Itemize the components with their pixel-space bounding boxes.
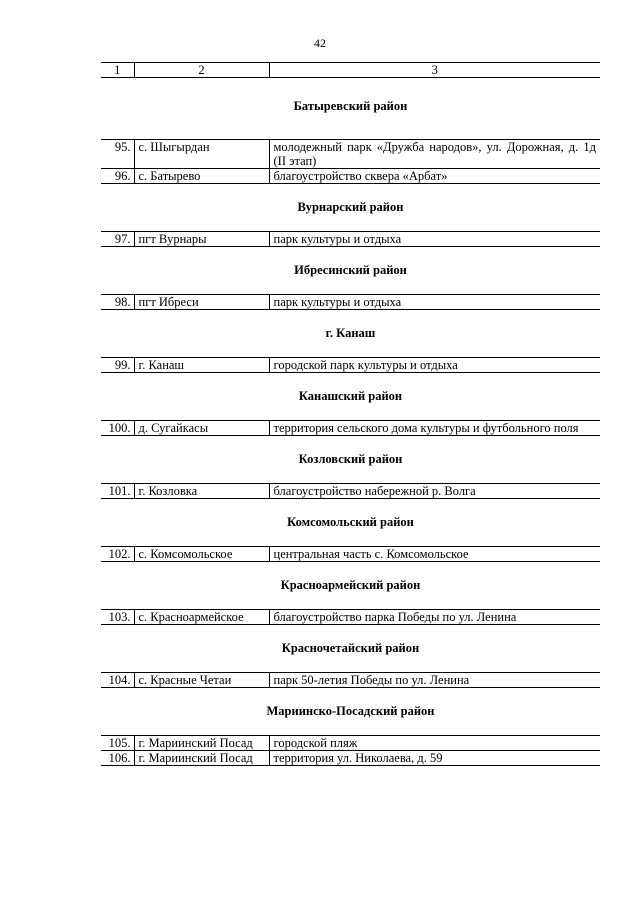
table-row: [101, 484, 600, 499]
section-heading-row: [101, 373, 600, 421]
row-number: 102.: [101, 547, 134, 562]
section-heading-row: [101, 184, 600, 232]
row-number: 96.: [101, 169, 134, 184]
object-description-cell: территория сельского дома культуры и футбольного поля: [269, 421, 600, 436]
object-description-cell: городской пляж: [269, 736, 600, 751]
object-description-cell: благоустройство сквера «Арбат»: [269, 169, 600, 184]
table-row: [101, 751, 600, 766]
section-heading-row: [101, 247, 600, 295]
object-description-cell: молодежный парк «Дружба народов», ул. Дорожная, д. 1д (II этап): [269, 140, 600, 169]
row-number: 98.: [101, 295, 134, 310]
district-heading: Красноармейский район: [280, 578, 421, 592]
improvement-sites-table: [101, 62, 600, 766]
row-number: 105.: [101, 736, 134, 751]
column-header-number: 1: [101, 63, 134, 78]
district-heading: Вурнарский район: [297, 200, 404, 214]
locality-cell: д. Сугайкасы: [134, 421, 269, 436]
page-number: 42: [314, 36, 326, 50]
column-header-locality: 2: [134, 63, 269, 78]
locality-cell: пгт Вурнары: [134, 232, 269, 247]
district-heading: г. Канаш: [325, 326, 376, 340]
table-row: [101, 610, 600, 625]
object-description-cell: парк 50-летия Победы по ул. Ленина: [269, 673, 600, 688]
section-heading-row: [101, 78, 600, 140]
locality-cell: г. Мариинский Посад: [134, 751, 269, 766]
row-number: 97.: [101, 232, 134, 247]
object-description-cell: территория ул. Николаева, д. 59: [269, 751, 600, 766]
table-header-row: [101, 63, 600, 78]
locality-cell: г. Мариинский Посад: [134, 736, 269, 751]
table-row: [101, 140, 600, 169]
object-description-cell: благоустройство набережной р. Волга: [269, 484, 600, 499]
object-description-cell: городской парк культуры и отдыха: [269, 358, 600, 373]
district-heading: Мариинско-Посадский район: [266, 704, 435, 718]
table-row: [101, 232, 600, 247]
section-heading-row: [101, 688, 600, 736]
locality-cell: с. Комсомольское: [134, 547, 269, 562]
district-heading: Комсомольский район: [287, 515, 414, 529]
object-description-cell: центральная часть с. Комсомольское: [269, 547, 600, 562]
table-row: [101, 295, 600, 310]
table-row: [101, 673, 600, 688]
column-header-object: 3: [269, 63, 600, 78]
locality-cell: с. Батырево: [134, 169, 269, 184]
table-row: [101, 736, 600, 751]
district-heading: Козловский район: [298, 452, 403, 466]
district-heading: Канашский район: [298, 389, 403, 403]
locality-cell: пгт Ибреси: [134, 295, 269, 310]
row-number: 103.: [101, 610, 134, 625]
table-row: [101, 547, 600, 562]
section-heading-row: [101, 625, 600, 673]
row-number: 100.: [101, 421, 134, 436]
object-description-cell: парк культуры и отдыха: [269, 295, 600, 310]
row-number: 106.: [101, 751, 134, 766]
locality-cell: с. Красноармейское: [134, 610, 269, 625]
district-heading: Ибресинский район: [294, 263, 407, 277]
object-description-cell: парк культуры и отдыха: [269, 232, 600, 247]
locality-cell: с. Красные Четаи: [134, 673, 269, 688]
section-heading-row: [101, 562, 600, 610]
section-heading-row: [101, 436, 600, 484]
locality-cell: г. Канаш: [134, 358, 269, 373]
table-row: [101, 421, 600, 436]
table-row: [101, 358, 600, 373]
section-heading-row: [101, 499, 600, 547]
row-number: 99.: [101, 358, 134, 373]
row-number: 104.: [101, 673, 134, 688]
section-heading-row: [101, 310, 600, 358]
locality-cell: г. Козловка: [134, 484, 269, 499]
locality-cell: с. Шыгырдан: [134, 140, 269, 169]
row-number: 101.: [101, 484, 134, 499]
district-heading: Красночетайский район: [281, 641, 420, 655]
district-heading: Батыревский район: [293, 99, 408, 113]
table-row: [101, 169, 600, 184]
object-description-cell: благоустройство парка Победы по ул. Ленина: [269, 610, 600, 625]
row-number: 95.: [101, 140, 134, 169]
